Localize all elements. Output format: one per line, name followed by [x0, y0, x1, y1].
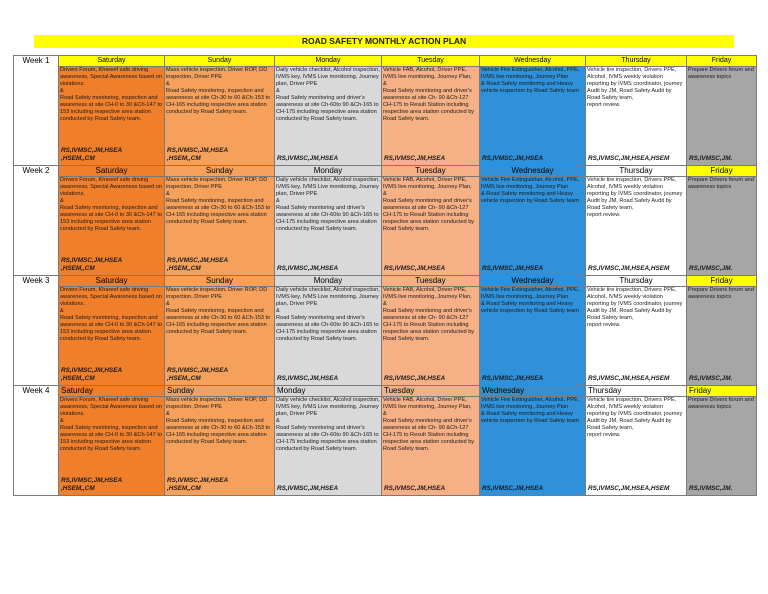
responsible-parties: RS,IVMSC,JM,HSEA ,HSEM,,CM: [167, 367, 229, 382]
day-header-sunday: Sunday: [165, 166, 275, 177]
responsible-parties: RS,IVMSC,JM,HSEA,HSEM: [588, 374, 670, 382]
task-text: Vehicle FAB, Alcohol, Driver PPE, IVMS live monitoring, Journey Plan, & Road Safety monitoring and driver's awareness at site Ch- 90 &Ch-127 CH-175 to Result Station including respective area station conducted by Road Safety team.: [383, 67, 475, 122]
day-header-saturday: Saturday: [59, 166, 165, 177]
responsible-parties: RS,IVMSC,JM,HSEA ,HSEM,,CM: [167, 257, 229, 272]
week-label-cell: [14, 166, 59, 276]
week-label-cell: [14, 56, 59, 166]
responsible-parties: RS,IVMSC,JM,HSEA ,HSEM,,CM: [167, 477, 229, 492]
week-label: Week 4: [22, 386, 50, 395]
task-text: Vehicle Fire Extinguisher, Alcohol, PPE, IVMS live monitoring, Journey Plan & Road Safety monitoring and Heavy vehicle inspection by Road Safety team: [481, 67, 580, 94]
day-header-friday: Friday: [687, 276, 757, 287]
responsible-parties: RS,IVMSC,JM,HSEA: [384, 374, 446, 382]
day-header-sunday: Sunday: [165, 276, 275, 287]
task-text: Drivers Forum, Khareef safe driving awareness, Special Awareness based on violations. & Road Safety monitoring, inspection and awareness at site CH-0 to 30 &Ch-147 to 153 including respective area station conducted by Road Safety team.: [60, 67, 162, 122]
day-header-wednesday: Wednesday: [480, 386, 586, 397]
responsible-parties: RS,IVMSC,JM,HSEA ,HSEM,,CM: [61, 477, 123, 492]
task-text: Prepare Drivers forum and awareness topics: [688, 287, 754, 300]
task-text: Drivers Forum, Khareef safe driving awareness, Special Awareness based on violations. & Road Safety monitoring, inspection and awareness at site CH-0 to 30 &Ch-147 to 153 including respective area station conducted by Road Safety team.: [60, 287, 162, 342]
responsible-parties: RS,IVMSC,JM,HSEA,HSEM: [588, 264, 670, 272]
week-label: Week 2: [22, 166, 50, 175]
day-header-thursday: Thursday: [586, 56, 687, 67]
week-tasks-row: [14, 177, 757, 276]
task-text: Prepare Drivers forum and awareness topics: [688, 177, 754, 190]
responsible-parties: RS,IVMSC,JM,HSEA: [277, 154, 339, 162]
responsible-parties: RS,IVMSC,JM.: [689, 154, 733, 162]
task-text: Daily vehicle checklist, Alcohol inspection, IVMS key, IVMS Live monitoring, Journey plan, Driver PPE & Road Safety monitoring and driver's awareness at site Ch-60to 90 &Ch-165 to CH-175 including respective area station conducted by Road Safety team.: [276, 177, 380, 232]
task-text: Vehicle FAB, Alcohol, Driver PPE, IVMS live monitoring, Journey Plan, & Road Safety monitoring and driver's awareness at site Ch- 90 &Ch-127 CH-175 to Result Station including respective area station conducted by Road Safety team.: [383, 177, 475, 232]
task-text: Vehicle Fire Extinguisher, Alcohol, PPE, IVMS live monitoring, Journey Plan & Road Safety monitoring and Heavy vehicle inspection by Road Safety team: [481, 177, 580, 204]
day-header-wednesday: Wednesday: [480, 276, 586, 287]
day-header-friday: Friday: [687, 386, 757, 397]
week-tasks-row: [14, 67, 757, 166]
responsible-parties: RS,IVMSC,JM,HSEA: [384, 154, 446, 162]
task-cell-wednesday: [480, 67, 586, 166]
task-cell-sunday: [165, 287, 275, 386]
task-cell-sunday: [165, 67, 275, 166]
day-header-thursday: Thursday: [586, 386, 687, 397]
task-text: Mass vehicle inspection, Driver ROP, DD inspection, Driver PPE & Road Safety monitoring, inspection and awareness at site Ch-30 to 60 &Ch-153 to CH-165 including respective area station conducted by Road Safety team.: [166, 177, 271, 225]
task-cell-tuesday: [382, 397, 480, 496]
task-cell-friday: [687, 397, 757, 496]
week-label-cell: [14, 276, 59, 386]
responsible-parties: RS,IVMSC,JM,HSEA: [384, 264, 446, 272]
task-cell-sunday: [165, 177, 275, 276]
week-header-row: [14, 56, 757, 67]
task-cell-sunday: [165, 397, 275, 496]
task-text: Daily vehicle checklist, Alcohol inspection, IVMS key, IVMS Live monitoring, Journey plan, Driver PPE & Road Safety monitoring and driver's awareness at site Ch-60to 90 &Ch-165 to CH-175 including respective area station conducted by Road Safety team.: [276, 397, 380, 452]
task-cell-saturday: [59, 67, 165, 166]
day-header-wednesday: Wednesday: [480, 166, 586, 177]
task-text: Prepare Drivers forum and awareness topics: [688, 397, 754, 410]
task-cell-monday: [275, 397, 382, 496]
task-cell-thursday: [586, 397, 687, 496]
day-header-tuesday: Tuesday: [382, 56, 480, 67]
task-cell-thursday: [586, 177, 687, 276]
day-header-monday: Monday: [275, 386, 382, 397]
task-cell-saturday: [59, 287, 165, 386]
task-cell-friday: [687, 177, 757, 276]
task-cell-friday: [687, 287, 757, 386]
task-text: Mass vehicle inspection, Driver ROP, DD inspection, Driver PPE & Road Safety monitoring, inspection and awareness at site Ch-30 to 60 &Ch-153 to CH-165 including respective area station conducted by Road Safety team.: [166, 287, 271, 335]
responsible-parties: RS,IVMSC,JM.: [689, 484, 733, 492]
week-label: Week 1: [22, 56, 50, 65]
page-title: ROAD SAFETY MONTHLY ACTION PLAN: [34, 35, 734, 48]
task-cell-thursday: [586, 67, 687, 166]
week-header-row: [14, 276, 757, 287]
day-header-tuesday: Tuesday: [382, 276, 480, 287]
day-header-saturday: Saturday: [59, 56, 165, 67]
task-cell-wednesday: [480, 397, 586, 496]
responsible-parties: RS,IVMSC,JM.: [689, 374, 733, 382]
task-text: Vehicle tire inspection, Drivers PPE, Alcohol, IVMS weekly violation reporting by IVMS coordinator, journey Audit by JM, Road Safety Audit by Road Safety team, report review.: [587, 287, 683, 328]
week-label-cell: [14, 386, 59, 496]
task-text: Mass vehicle inspection, Driver ROP, DD inspection, Driver PPE & Road Safety monitoring, inspection and awareness at site Ch-30 to 60 &Ch-153 to CH-165 including respective area station conducted by Road Safety team.: [166, 67, 271, 115]
day-header-friday: Friday: [687, 56, 757, 67]
task-cell-tuesday: [382, 177, 480, 276]
responsible-parties: RS,IVMSC,JM,HSEA: [482, 154, 544, 162]
task-cell-saturday: [59, 397, 165, 496]
week-tasks-row: [14, 287, 757, 386]
task-text: Vehicle tire inspection, Drivers PPE, Alcohol, IVMS weekly violation reporting by IVMS coordinator, journey Audit by JM, Road Safety Audit by Road Safety team, report review.: [587, 67, 683, 108]
task-text: Drivers Forum, Khareef safe driving awareness, Special Awareness based on violations. & Road Safety monitoring, inspection and awareness at site CH-0 to 30 &Ch-147 to 153 including respective area station conducted by Road Safety team.: [60, 397, 162, 452]
task-text: Daily vehicle checklist, Alcohol inspection, IVMS key, IVMS Live monitoring, Journey plan, Driver PPE & Road Safety monitoring and driver's awareness at site Ch-60to 90 &Ch-165 to CH-175 including respective area station conducted by Road Safety team.: [276, 287, 380, 342]
day-header-tuesday: Tuesday: [382, 386, 480, 397]
responsible-parties: RS,IVMSC,JM,HSEA ,HSEM,,CM: [61, 367, 123, 382]
task-text: Vehicle FAB, Alcohol, Driver PPE, IVMS live monitoring, Journey Plan, & Road Safety monitoring and driver's awareness at site Ch- 90 &Ch-127 CH-175 to Result Station including respective area station conducted by Road Safety team.: [383, 397, 475, 452]
day-header-monday: Monday: [275, 166, 382, 177]
action-plan-table: [13, 55, 757, 496]
day-header-thursday: Thursday: [586, 276, 687, 287]
responsible-parties: RS,IVMSC,JM,HSEA: [277, 484, 339, 492]
task-text: Drivers Forum, Khareef safe driving awareness, Special Awareness based on violations. & Road Safety monitoring, inspection and awareness at site CH-0 to 30 &Ch-147 to 153 including respective area station conducted by Road Safety team.: [60, 177, 162, 232]
task-cell-tuesday: [382, 287, 480, 386]
task-text: Daily vehicle checklist, Alcohol inspection, IVMS key, IVMS Live monitoring, Journey plan, Driver PPE & Road Safety monitoring and driver's awareness at site Ch-60to 90 &Ch-165 to CH-175 including respective area station conducted by Road Safety team.: [276, 67, 380, 122]
task-text: Vehicle FAB, Alcohol, Driver PPE, IVMS live monitoring, Journey Plan, & Road Safety monitoring and driver's awareness at site Ch- 90 &Ch-127 CH-175 to Result Station including respective area station conducted by Road Safety team.: [383, 287, 475, 342]
task-text: Vehicle tire inspection, Drivers PPE, Alcohol, IVMS weekly violation reporting by IVMS coordinator, journey Audit by JM, Road Safety Audit by Road Safety team, report review.: [587, 397, 683, 438]
responsible-parties: RS,IVMSC,JM,HSEA ,HSEM,,CM: [61, 257, 123, 272]
day-header-saturday: Saturday: [59, 386, 165, 397]
task-text: Mass vehicle inspection, Driver ROP, DD inspection, Driver PPE & Road Safety monitoring, inspection and awareness at site Ch-30 to 60 &Ch-153 to CH-165 including respective area station conducted by Road Safety team.: [166, 397, 271, 445]
responsible-parties: RS,IVMSC,JM,HSEA ,HSEM,,CM: [61, 147, 123, 162]
task-cell-thursday: [586, 287, 687, 386]
responsible-parties: RS,IVMSC,JM,HSEA: [482, 484, 544, 492]
day-header-sunday: Sunday: [165, 386, 275, 397]
task-text: Vehicle Fire Extinguisher, Alcohol, PPE, IVMS live monitoring, Journey Plan & Road Safety monitoring and Heavy vehicle inspection by Road Safety team: [481, 287, 580, 314]
week-tasks-row: [14, 397, 757, 496]
day-header-tuesday: Tuesday: [382, 166, 480, 177]
responsible-parties: RS,IVMSC,JM,HSEA: [277, 374, 339, 382]
task-cell-monday: [275, 67, 382, 166]
task-cell-tuesday: [382, 67, 480, 166]
day-header-sunday: Sunday: [165, 56, 275, 67]
responsible-parties: RS,IVMSC,JM,HSEA: [384, 484, 446, 492]
task-text: Prepare Drivers forum and awareness topics: [688, 67, 754, 80]
task-cell-wednesday: [480, 177, 586, 276]
responsible-parties: RS,IVMSC,JM,HSEA: [482, 374, 544, 382]
task-cell-monday: [275, 177, 382, 276]
week-header-row: [14, 386, 757, 397]
week-label: Week 3: [22, 276, 50, 285]
day-header-wednesday: Wednesday: [480, 56, 586, 67]
responsible-parties: RS,IVMSC,JM,HSEA: [482, 264, 544, 272]
task-cell-friday: [687, 67, 757, 166]
responsible-parties: RS,IVMSC,JM,HSEA: [277, 264, 339, 272]
responsible-parties: RS,IVMSC,JM.: [689, 264, 733, 272]
responsible-parties: RS,IVMSC,JM,HSEA,HSEM: [588, 154, 670, 162]
week-header-row: [14, 166, 757, 177]
day-header-friday: Friday: [687, 166, 757, 177]
day-header-saturday: Saturday: [59, 276, 165, 287]
task-cell-monday: [275, 287, 382, 386]
task-text: Vehicle Fire Extinguisher, Alcohol, PPE, IVMS live monitoring, Journey Plan & Road Safety monitoring and Heavy vehicle inspection by Road Safety team: [481, 397, 580, 424]
task-cell-wednesday: [480, 287, 586, 386]
responsible-parties: RS,IVMSC,JM,HSEA,HSEM: [588, 484, 670, 492]
day-header-monday: Monday: [275, 276, 382, 287]
task-text: Vehicle tire inspection, Drivers PPE, Alcohol, IVMS weekly violation reporting by IVMS coordinator, journey Audit by JM, Road Safety Audit by Road Safety team, report review.: [587, 177, 683, 218]
task-cell-saturday: [59, 177, 165, 276]
day-header-monday: Monday: [275, 56, 382, 67]
responsible-parties: RS,IVMSC,JM,HSEA ,HSEM,,CM: [167, 147, 229, 162]
day-header-thursday: Thursday: [586, 166, 687, 177]
